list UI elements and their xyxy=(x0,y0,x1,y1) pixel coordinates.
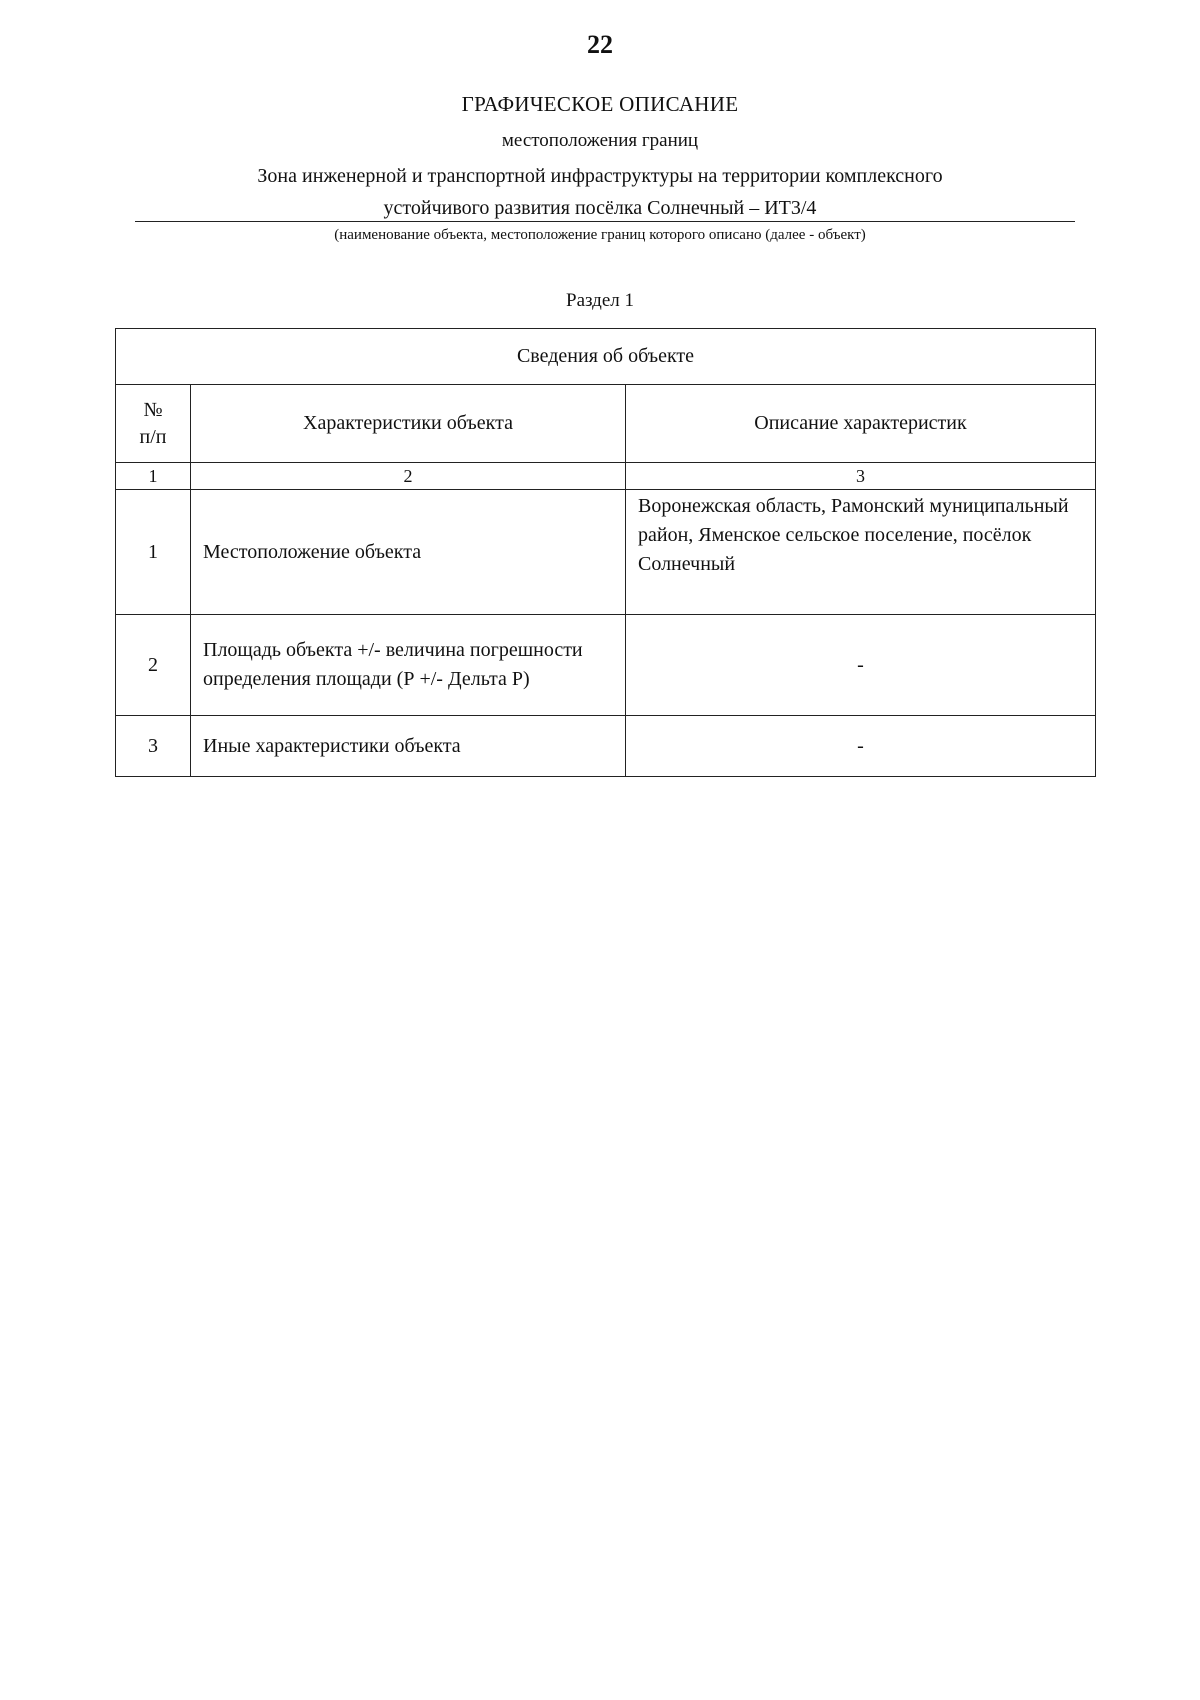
object-name-caption: (наименование объекта, местоположение границ которого описано (далее - объект) xyxy=(334,227,866,243)
object-name-underline xyxy=(135,221,1075,222)
row-description: - xyxy=(626,716,1096,777)
header-num xyxy=(116,385,191,463)
object-info-table xyxy=(115,328,1096,777)
row-number: 2 xyxy=(116,615,191,716)
page-number: 22 xyxy=(587,30,613,59)
row-characteristic: Площадь объекта +/- величина погрешности определения площади (Р +/- Дельта Р) xyxy=(191,615,626,716)
header-description: Описание характеристик xyxy=(626,385,1096,463)
object-name-line-1: Зона инженерной и транспортной инфраструктуры на территории комплексного xyxy=(257,165,943,187)
column-index-row xyxy=(116,463,1096,490)
row-description: - xyxy=(626,615,1096,716)
header-num-line-2: п/п xyxy=(139,425,167,448)
column-index: 3 xyxy=(626,463,1096,490)
header-characteristic: Характеристики объекта xyxy=(191,385,626,463)
object-name xyxy=(0,160,1200,224)
column-index: 1 xyxy=(116,463,191,490)
table-title-row xyxy=(116,329,1096,385)
document-subtitle: местоположения границ xyxy=(501,130,699,151)
table-header-row xyxy=(116,385,1096,463)
column-index: 2 xyxy=(191,463,626,490)
table-row xyxy=(116,615,1096,716)
table-row xyxy=(116,490,1096,615)
header-num-line-1: № xyxy=(143,398,163,421)
row-characteristic: Местоположение объекта xyxy=(191,490,626,615)
row-number: 3 xyxy=(116,716,191,777)
row-number: 1 xyxy=(116,490,191,615)
row-characteristic: Иные характеристики объекта xyxy=(191,716,626,777)
table-row xyxy=(116,716,1096,777)
object-name-line-2: устойчивого развития посёлка Солнечный – ИТ3/4 xyxy=(383,197,817,219)
section-title: Раздел 1 xyxy=(566,290,634,311)
row-description: Воронежская область, Рамонский муниципальный район, Яменское сельское поселение, посёлок Солнечный xyxy=(626,490,1096,615)
table-title: Сведения об объекте xyxy=(116,329,1096,385)
document-title: ГРАФИЧЕСКОЕ ОПИСАНИЕ xyxy=(461,92,739,116)
